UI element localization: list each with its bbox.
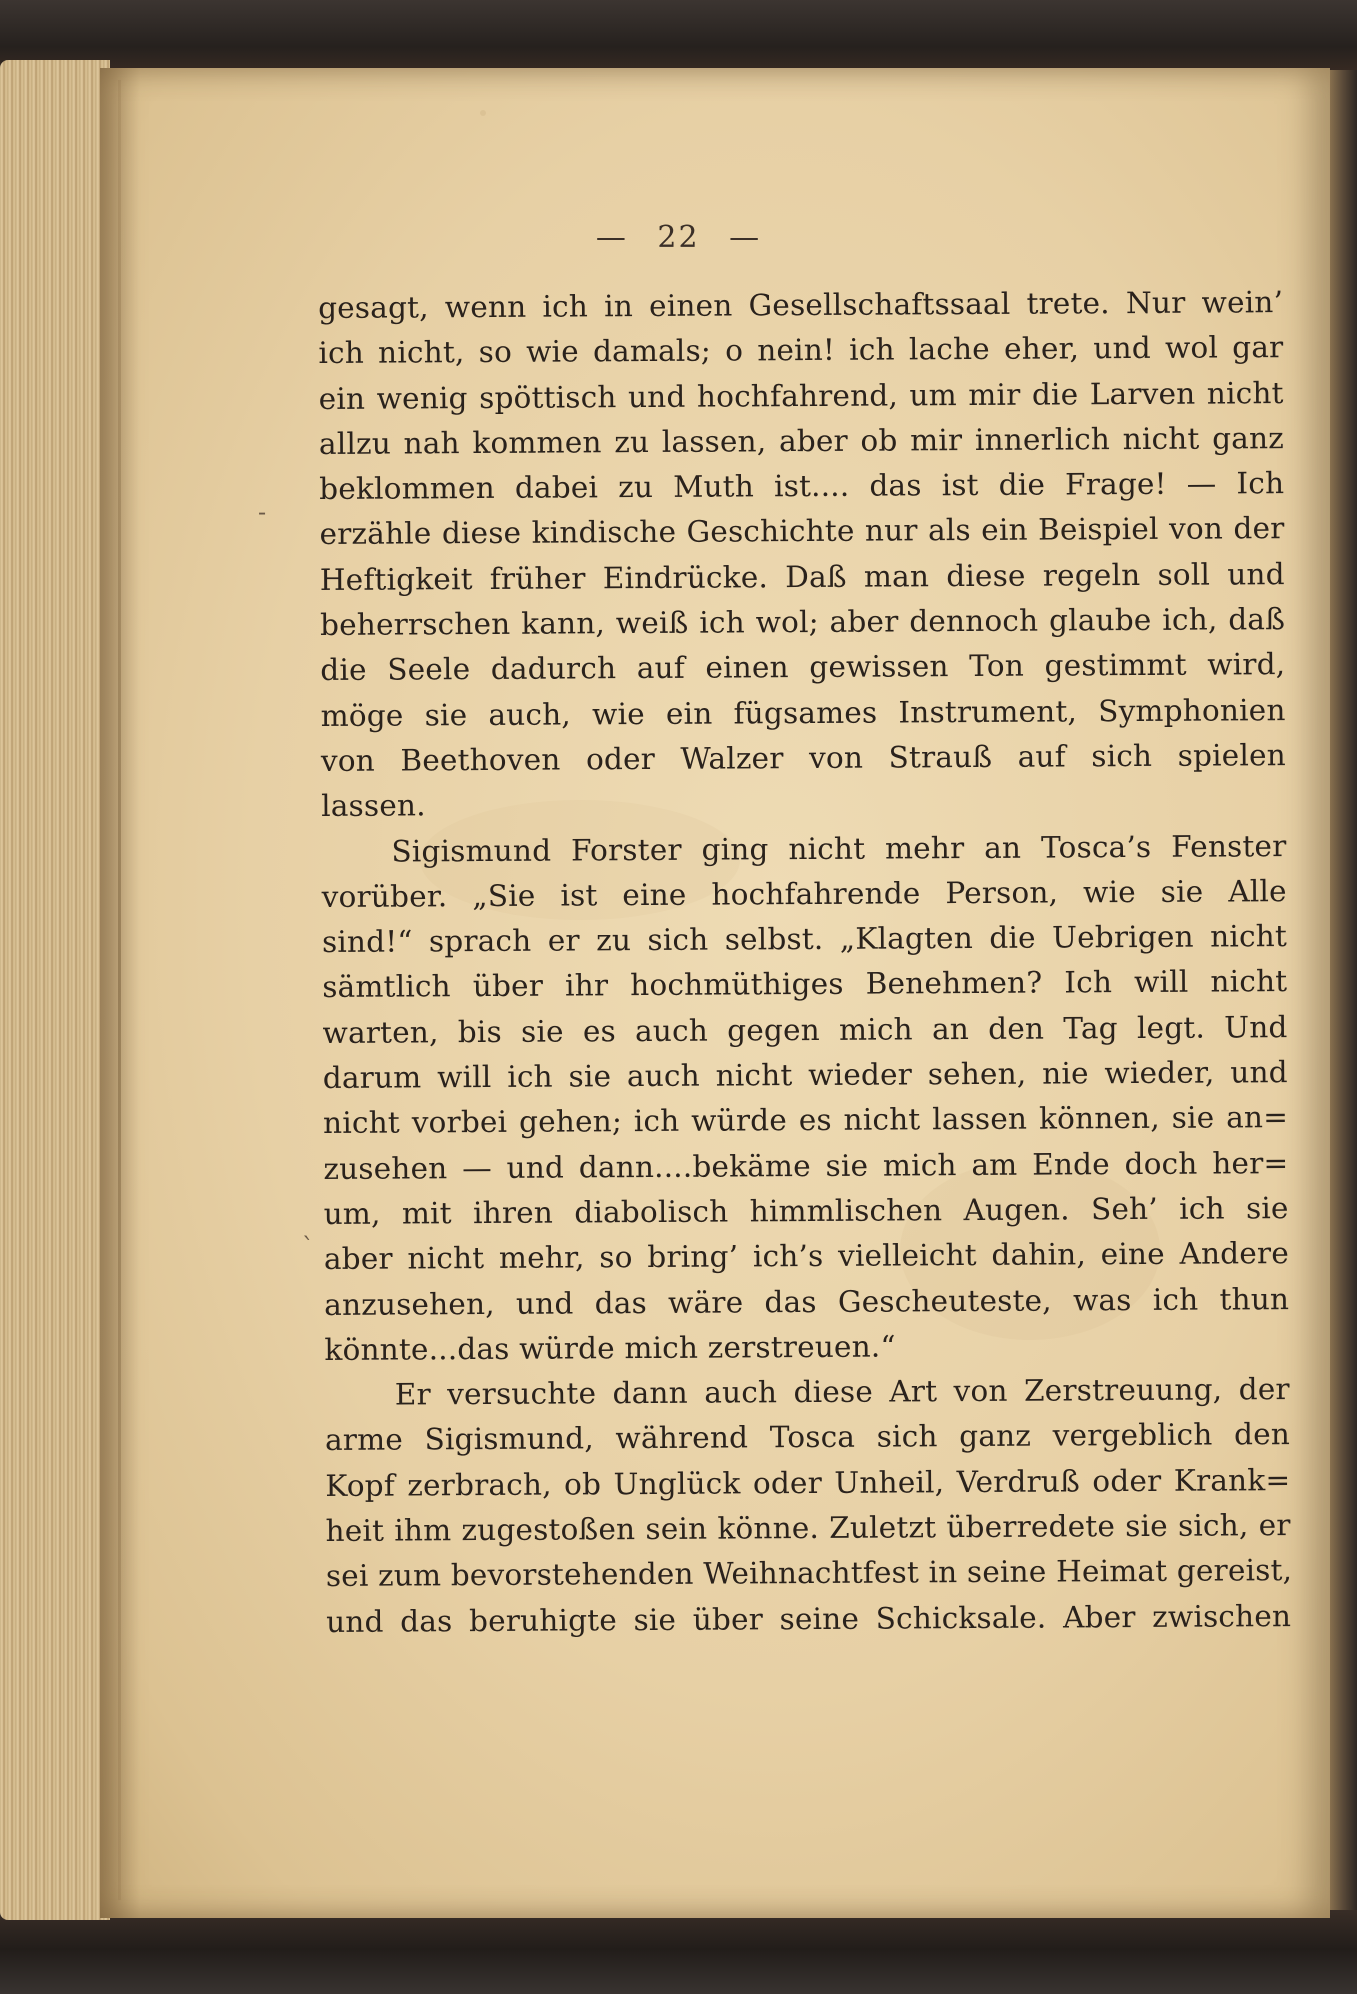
text-line: Er versuchte dann auch diese Art von Zerstreuung, der [394,1372,1290,1412]
text-line: sei zum bevorstehenden Weihnachtfest in seine Heimat gereist, [325,1553,1293,1594]
text-line: sind!“ sprach er zu sich selbst. „Klagten die Uebrigen nicht [321,919,1288,960]
text-line: Kopf zerbrach, ob Unglück oder Unheil, Verdruß oder Krank= [325,1462,1291,1503]
gutter-line [118,80,121,1900]
page-number: 22 [657,220,700,255]
text-line: Heftigkeit früher Eindrücke. Daß man diese regeln soll und [319,556,1285,597]
text-line: nicht vorbei gehen; ich würde es nicht lassen können, sie an= [323,1100,1289,1141]
paragraph-1 [318,280,1286,829]
text-line: erzähle diese kindische Geschichte nur als ein Beispiel von der [319,511,1285,552]
text-line: zusehen — und dann....bekäme sie mich am Ende doch her= [323,1145,1289,1186]
text-line: ein wenig spöttisch und hochfahrend, um mir die Larven nicht [318,375,1284,416]
text-line: vorüber. „Sie ist eine hochfahrende Person, wie sie Alle [321,873,1287,914]
text-line: arme Sigismund, während Tosca sich ganz vergeblich den [324,1417,1291,1458]
book-cover-bottom [0,1905,1357,1994]
book-cover-top [0,0,1357,78]
text-line: ich nicht, so wie damals; o nein! ich lache eher, und wol gar [318,330,1284,371]
page-header [0,220,1357,255]
text-line: aber nicht mehr, so bring’ ich’s vielleicht dahin, eine Andere [323,1236,1290,1277]
paragraph-2 [321,824,1289,1373]
text-line: könnte...das würde mich zerstreuen.“ [324,1329,896,1367]
text-line: die Seele dadurch auf einen gewissen Ton gestimmt wird, [320,647,1286,688]
header-dash-right: — [729,220,762,255]
header-dash-left: — [595,220,628,255]
paper-speck [480,110,486,116]
body-text [318,280,1291,1645]
text-line: gesagt, wenn ich in einen Gesellschaftssaal trete. Nur wein’ [318,285,1284,325]
paragraph-3 [325,1367,1292,1645]
text-line: Sigismund Forster ging nicht mehr an Tosca’s Fenster [391,828,1287,869]
text-line: anzusehen, und das wäre das Gescheuteste, was ich thun [324,1281,1290,1322]
text-line: und das beruhigte sie über seine Schicksale. Aber zwischen [326,1598,1292,1639]
text-line: lassen. [321,788,426,824]
text-line: beherrschen kann, weiß ich wol; aber dennoch glaube ich, daß [319,602,1286,643]
margin-mark: ` [302,1233,314,1261]
text-line: allzu nah kommen zu lassen, aber ob mir innerlich nicht ganz [318,420,1285,461]
page-stack-left [0,60,110,1920]
text-line: möge sie auch, wie ein fügsames Instrument, Symphonien [320,692,1286,733]
text-line: von Beethoven oder Walzer von Strauß auf sich spielen [320,738,1286,778]
text-line: heit ihm zugestoßen sein könne. Zuletzt überredete sie sich, er [325,1508,1291,1548]
text-line: um, mit ihren diabolisch himmlischen Augen. Seh’ ich sie [323,1191,1289,1231]
text-line: darum will ich sie auch nicht wieder sehen, nie wieder, und [322,1055,1288,1096]
text-line: warten, bis sie es auch gegen mich an den Tag legt. Und [322,1009,1288,1050]
margin-mark: - [258,498,267,526]
text-line: beklommen dabei zu Muth ist.... das ist die Frage! — Ich [319,466,1285,507]
text-line: sämtlich über ihr hochmüthiges Benehmen? Ich will nicht [322,964,1288,1005]
